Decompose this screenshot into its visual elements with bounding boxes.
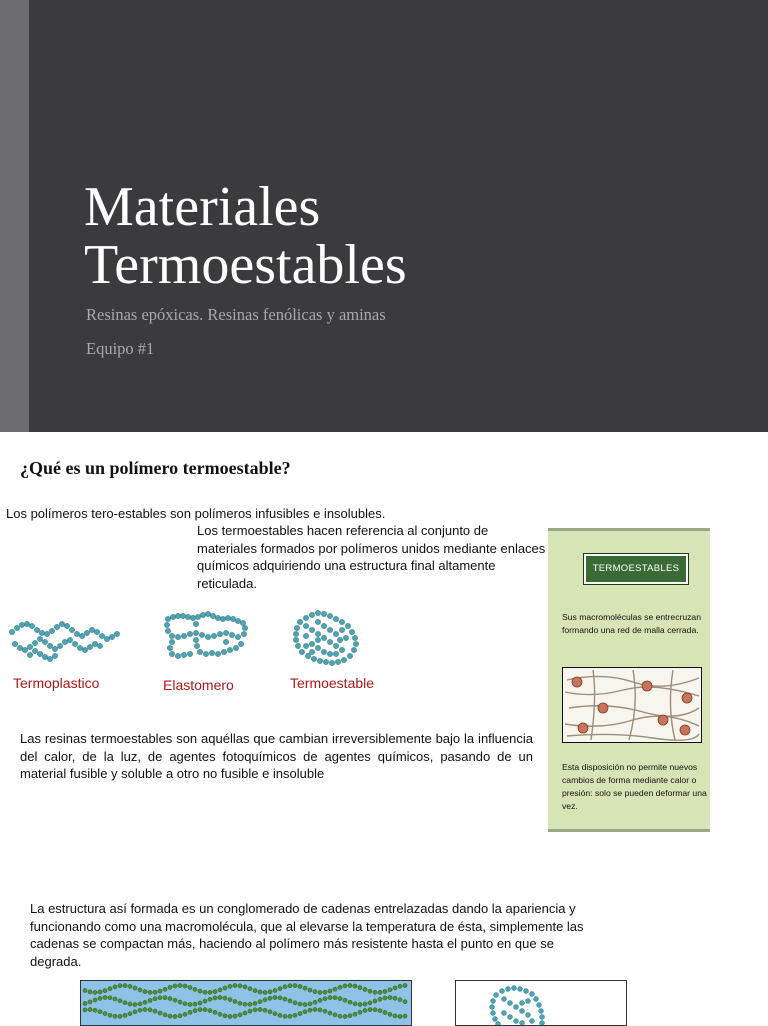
chain-illustration-blue xyxy=(80,980,412,1026)
title-line-2: Termoestables xyxy=(84,234,407,296)
description-text: Las resinas termoestables son aquéllas que cambian irreversiblemente bajo la influencia del calor, de la luz, de agentes fotoquímicos de agentes químicos, pasando de un material fusible y soluble a otro no fusible e insoluble xyxy=(20,731,533,781)
title-slide xyxy=(0,0,768,432)
elastomer-molecule xyxy=(164,611,247,658)
entangled-chains-image xyxy=(81,981,411,1025)
molecule-diagrams xyxy=(0,604,420,674)
sidebar-text-2: Esta disposición no permite nuevos cambios de forma mediante calor o presión: solo se pueden deformar una vez. xyxy=(562,762,707,811)
label-termoplastico: Termoplastico xyxy=(13,675,100,691)
network-illustration-small xyxy=(455,980,627,1026)
definition-text: Los termoestables hacen referencia al conjunto de materiales formados por polímeros unidos mediante enlaces químicos adquiriendo una estructura final altamente reticulada. xyxy=(197,523,546,591)
structure-text: La estructura así formada es un conglomerado de cadenas entrelazadas dando la apariencia y funcionando como una macromolécula, que al elevarse la temperatura de ésta, simplemente las cadenas se compactan más, haciendo al polímero más resistente hasta el punto en que se degrada. xyxy=(30,901,584,969)
content-slide xyxy=(0,432,768,1024)
termoestables-badge: TERMOESTABLES xyxy=(583,553,689,585)
slide-heading: ¿Qué es un polímero termoestable? xyxy=(20,458,291,478)
label-elastomero: Elastomero xyxy=(163,677,234,693)
crosslink-network-image xyxy=(563,668,701,742)
sidebar-text-1: Sus macromoléculas se entrecruzan formando una red de malla cerrada. xyxy=(562,612,701,635)
thermoplastic-molecule xyxy=(9,621,119,661)
thermoset-molecule xyxy=(293,610,358,665)
intro-text: Los polímeros tero-estables son polímeros infusibles e insolubles. xyxy=(6,506,386,521)
team-label: Equipo #1 xyxy=(86,339,155,358)
slide-title xyxy=(84,178,407,294)
molecule-diagram-row xyxy=(0,604,420,704)
network-fragment-image xyxy=(456,981,626,1025)
title-line-1: Materiales xyxy=(84,176,321,238)
sidebar-panel xyxy=(548,528,710,832)
slide-subtitle: Resinas epóxicas. Resinas fenólicas y aminas xyxy=(86,305,386,324)
label-termoestable: Termoestable xyxy=(290,675,375,691)
network-illustration xyxy=(562,667,702,743)
accent-strip xyxy=(0,0,29,432)
